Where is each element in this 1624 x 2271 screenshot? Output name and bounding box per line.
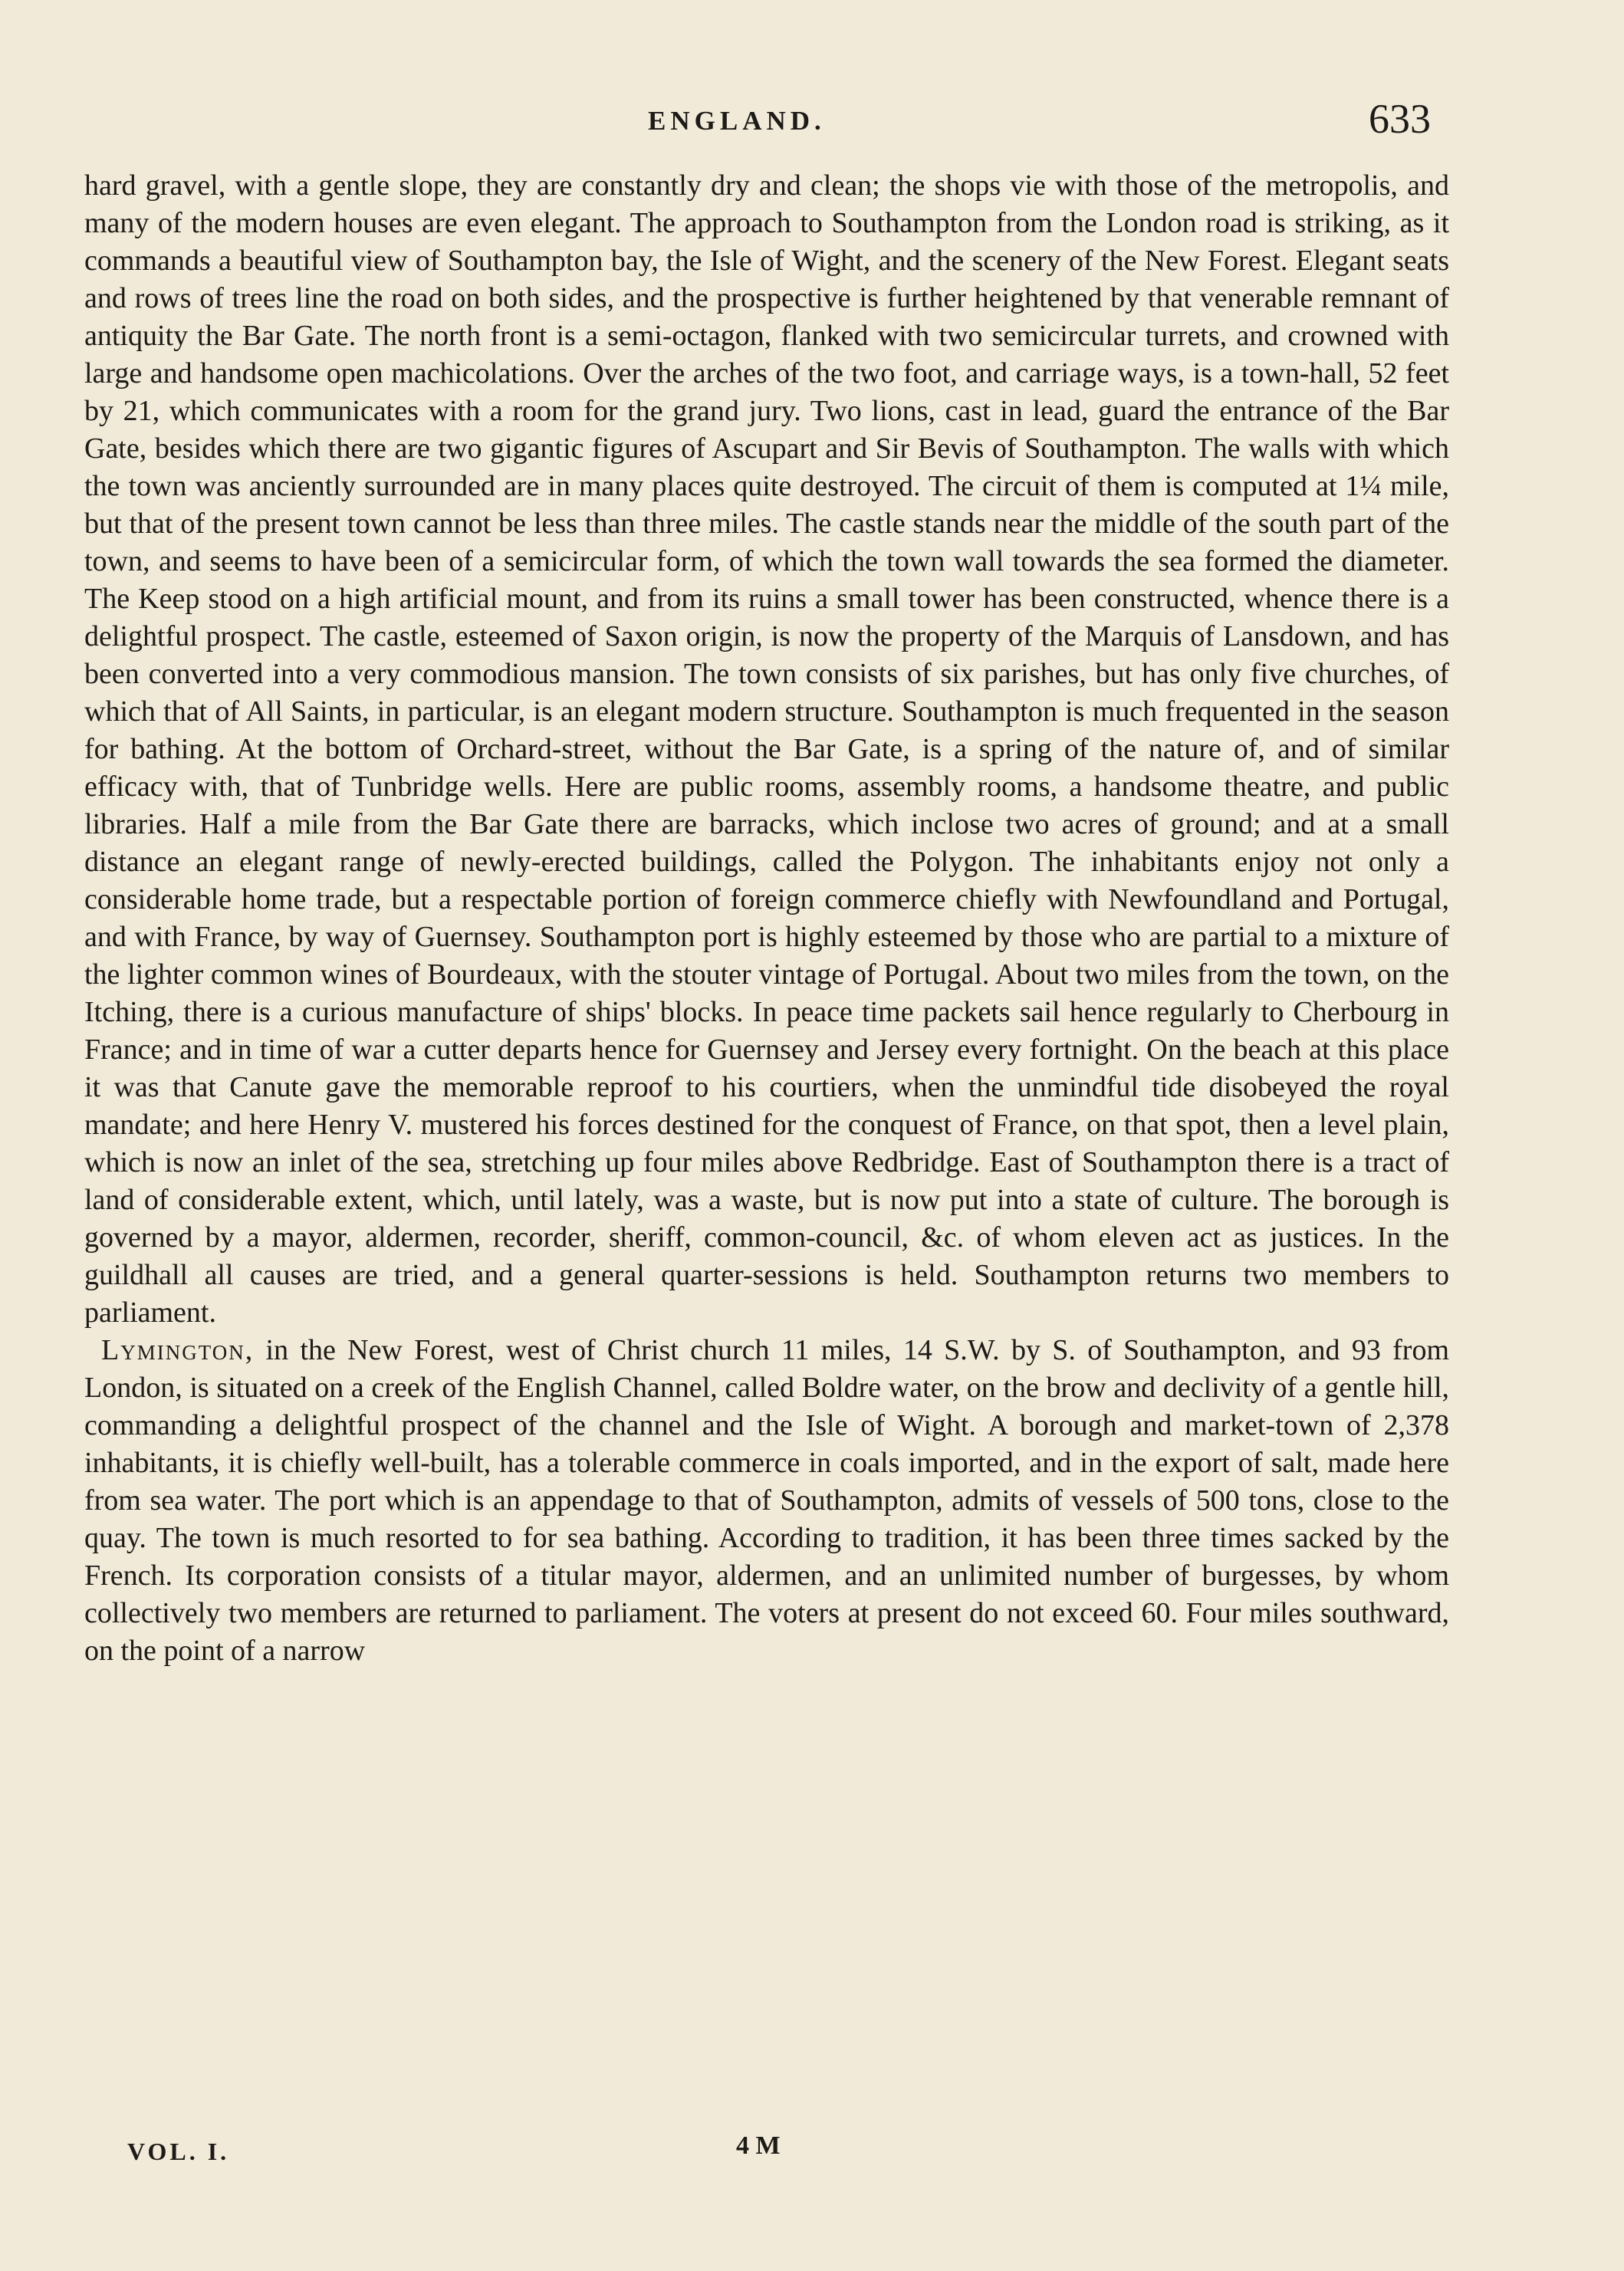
signature-mark: 4 M: [736, 2131, 781, 2160]
entry-heading: Lymington,: [101, 1334, 255, 1366]
page-header: [84, 96, 1465, 147]
paragraph-southampton: hard gravel, with a gentle slope, they are constantly dry and clean; the shops vie with those of the metropolis, and many of the modern houses are even elegant. The approach to Southampton from the London road is striking, as it commands a beautiful view of Southampton bay, the Isle of Wight, and the scenery of the New Forest. Elegant seats and rows of trees line the road on both sides, and the prospective is further heightened by that venerable remnant of antiquity the Bar Gate. The north front is a semi-octagon, flanked with two semicircular turrets, and crowned with large and handsome open machicolations. Over the arches of the two foot, and carriage ways, is a town-hall, 52 feet by 21, which communicates with a room for the grand jury. Two lions, cast in lead, guard the entrance of the Bar Gate, besides which there are two gigantic figures of Ascupart and Sir Bevis of Southampton. The walls with which the town was anciently surrounded are in many places quite destroyed. The circuit of them is computed at 1¼ mile, but that of the present town cannot be less than three miles. The castle stands near the middle of the south part of the town, and seems to have been of a semicircular form, of which the town wall towards the sea formed the diameter. The Keep stood on a high artificial mount, and from its ruins a small tower has been constructed, whence there is a delightful prospect. The castle, esteemed of Saxon origin, is now the property of the Marquis of Lansdown, and has been converted into a very commodious mansion. The town consists of six parishes, but has only five churches, of which that of All Saints, in particular, is an elegant modern structure. Southampton is much frequented in the season for bathing. At the bottom of Orchard-street, without the Bar Gate, is a spring of the nature of, and of similar efficacy with, that of Tunbridge wells. Here are public rooms, assembly rooms, a handsome theatre, and public libraries. Half a mile from the Bar Gate there are barracks, which inclose two acres of ground; and at a small distance an elegant range of newly-erected buildings, called the Polygon. The inhabitants enjoy not only a considerable home trade, but a respectable portion of foreign commerce chiefly with Newfoundland and Portugal, and with France, by way of Guernsey. Southampton port is highly esteemed by those who are partial to a mixture of the lighter common wines of Bourdeaux, with the stouter vintage of Portugal. About two miles from the town, on the Itching, there is a curious manufacture of ships' blocks. In peace time packets sail hence regularly to Cherbourg in France; and in time of war a cutter departs hence for Guernsey and Jersey every fortnight. On the beach at this place it was that Canute gave the memorable reproof to his courtiers, when the unmindful tide disobeyed the royal mandate; and here Henry V. mustered his forces destined for the conquest of France, on that spot, then a level plain, which is now an inlet of the sea, stretching up four miles above Redbridge. East of Southampton there is a tract of land of considerable extent, which, until lately, was a waste, but is now put into a state of culture. The borough is governed by a mayor, aldermen, recorder, sheriff, common-council, &c. of whom eleven act as justices. In the guildhall all causes are tried, and a general quarter-sessions is held. Southampton returns two members to parliament.: [84, 169, 1449, 1329]
page-number: 633: [1369, 96, 1431, 142]
entry-text: in the New Forest, west of Christ church 11 miles, 14 S.W. by S. of Southampton, and 93 from London, is situated on a creek of the English Channel, called Boldre water, on the brow and declivity of a gentle hill, commanding a delightful prospect of the channel and the Isle of Wight. A borough and market-town of 2,378 inhabitants, it is chiefly well-built, has a tolerable commerce in coals imported, and in the export of salt, made here from sea water. The port which is an appendage to that of Southampton, admits of vessels of 500 tons, close to the quay. The town is much resorted to for sea bathing. According to tradition, it has been three times sacked by the French. Its corporation consists of a titular mayor, aldermen, and an unlimited number of burgesses, by whom collectively two members are returned to parliament. The voters at present do not exceed 60. Four miles southward, on the point of a narrow: [84, 1334, 1449, 1667]
page-footer: [84, 2131, 1465, 2170]
running-head: ENGLAND.: [648, 106, 826, 136]
volume-label: VOL. I.: [127, 2138, 230, 2165]
paragraph-lymington: [84, 1332, 1449, 1670]
body-text: [84, 167, 1449, 1670]
